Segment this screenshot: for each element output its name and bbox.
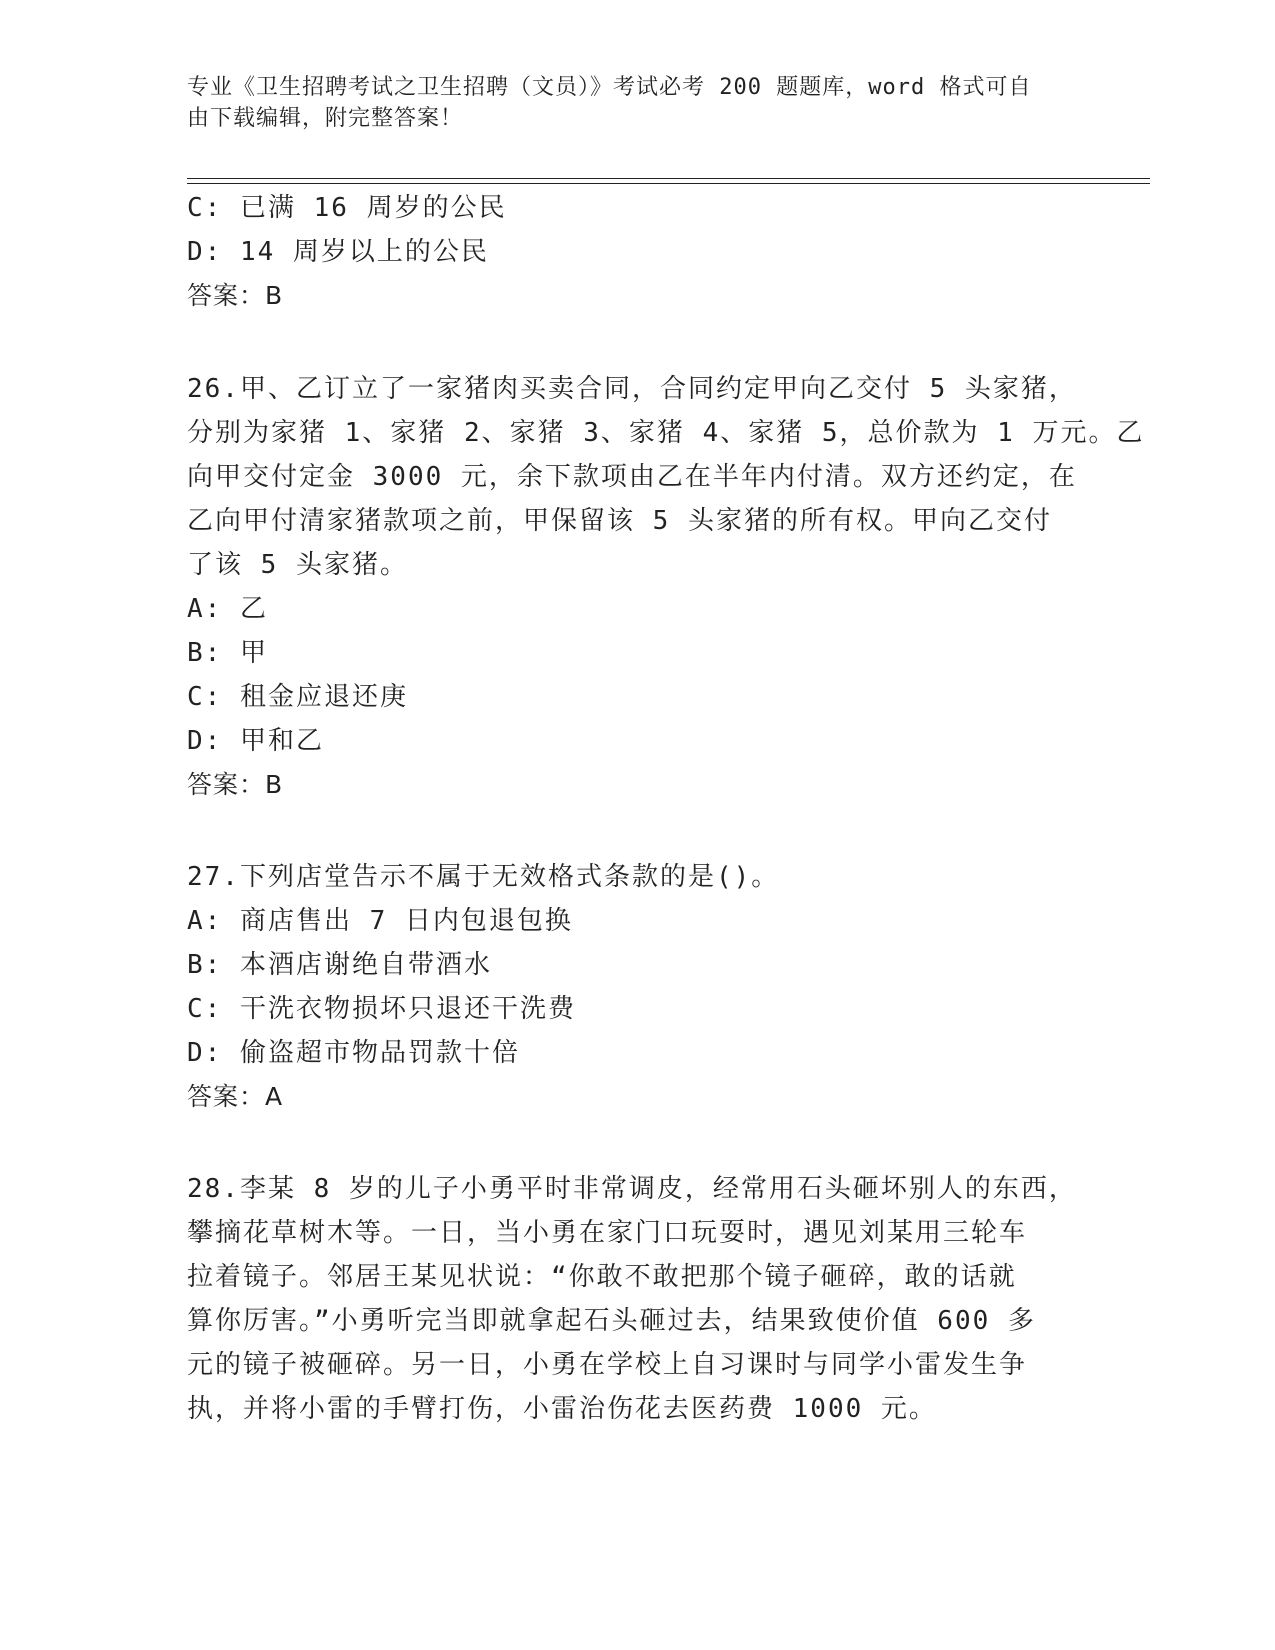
q28-stem-line: 算你厉害。”小勇听完当即就拿起石头砸过去，结果致使价值 600 多 [187,1306,1036,1336]
q26-stem-line: 26.甲、乙订立了一家猪肉买卖合同，合同约定甲向乙交付 5 头家猪， [187,374,1077,404]
q26-stem-line: 分别为家猪 1、家猪 2、家猪 3、家猪 4、家猪 5，总价款为 1 万元。乙 [187,418,1145,448]
header-line-1: 专业《卫生招聘考试之卫生招聘（文员）》考试必考 200 题题库，word 格式可自 [187,75,1032,100]
q28-stem-line: 元的镜子被砸碎。另一日，小勇在学校上自习课时与同学小雷发生争 [187,1350,1028,1380]
q26-answer: 答案：B [187,770,284,799]
q27-option-a: A: 商店售出 7 日内包退包换 [187,906,573,936]
q28-stem-line: 拉着镜子。邻居王某见状说：“你敢不敢把那个镜子砸碎，敢的话就 [187,1262,1017,1292]
q26-option-c: C: 租金应退还庚 [187,682,408,712]
q26-stem-line: 乙向甲付清家猪款项之前，甲保留该 5 头家猪的所有权。甲向乙交付 [187,506,1052,536]
q26-stem-line: 向甲交付定金 3000 元，余下款项由乙在半年内付清。双方还约定，在 [187,462,1077,492]
q27-option-d: D: 偷盗超市物品罚款十倍 [187,1038,520,1068]
q25-option-c: C: 已满 16 周岁的公民 [187,193,507,223]
q27-option-b: B: 本酒店谢绝自带酒水 [187,950,492,980]
q27-option-c: C: 干洗衣物损坏只退还干洗费 [187,994,576,1024]
header-divider [187,178,1150,184]
q25-answer: 答案：B [187,281,284,310]
q25-option-d: D: 14 周岁以上的公民 [187,237,489,267]
q28-stem-line: 28.李某 8 岁的儿子小勇平时非常调皮，经常用石头砸坏别人的东西， [187,1174,1077,1204]
q28-stem-line: 执，并将小雷的手臂打伤，小雷治伤花去医药费 1000 元。 [187,1394,937,1424]
q26-stem-line: 了该 5 头家猪。 [187,550,408,580]
q26-option-b: B: 甲 [187,638,268,668]
q27-stem-line: 27.下列店堂告示不属于无效格式条款的是()。 [187,862,780,892]
q27-answer: 答案：A [187,1082,284,1111]
header-line-2: 由下载编辑，附完整答案！ [187,106,464,131]
document-header [187,72,1067,134]
q26-option-a: A: 乙 [187,594,268,624]
q26-option-d: D: 甲和乙 [187,726,324,756]
q28-stem-line: 攀摘花草树木等。一日，当小勇在家门口玩耍时，遇见刘某用三轮车 [187,1218,1028,1248]
